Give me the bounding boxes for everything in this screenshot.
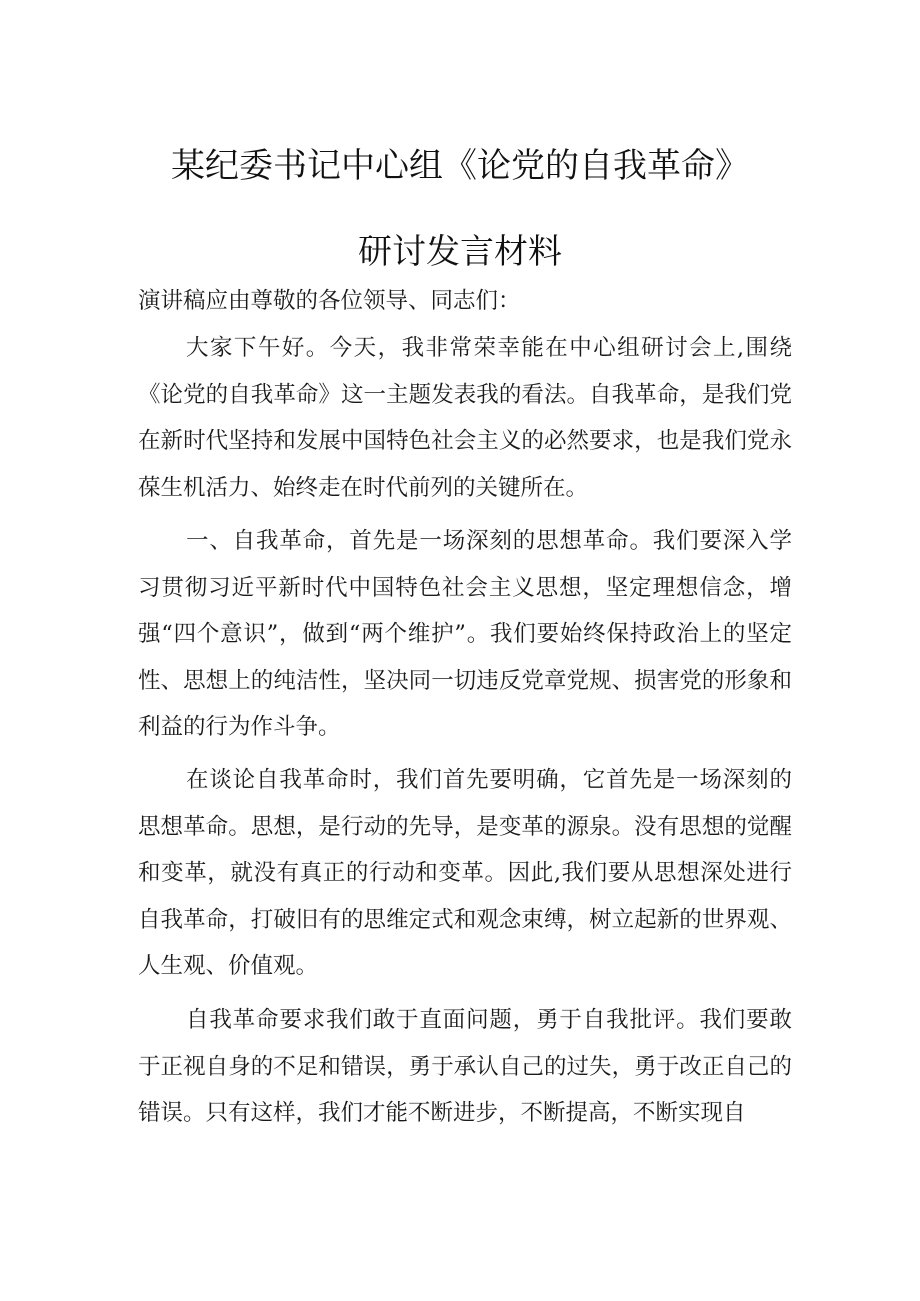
document-title-line-1: 某纪委书记中心组《论党的自我革命》 bbox=[171, 146, 749, 186]
paragraph-self-criticism: 自我革命要求我们敢于直面问题，勇于自我批评。我们要敢于正视自身的不足和错误，勇于承认自己的过失，勇于改正自己的错误。只有这样，我们才能不断进步，不断提高，不断实现自 bbox=[138, 1007, 792, 1126]
salutation: 演讲稿应由尊敬的各位领导、同志们： bbox=[138, 288, 521, 314]
document-title-line-2: 研讨发言材料 bbox=[358, 232, 562, 272]
paragraph-section-one: 一、自我革命，首先是一场深刻的思想革命。我们要深入学习贯彻习近平新时代中国特色社会主义思想，坚定理想信念，增强“四个意识”，做到“两个维护”。我们要始终保持政治上的坚定性、思想上的纯洁性，坚决同一切违反党章党规、损害党的形象和利益的行为作斗争。 bbox=[138, 528, 792, 740]
paragraph-thought-revolution: 在谈论自我革命时，我们首先要明确，它首先是一场深刻的思想革命。思想，是行动的先导，是变革的源泉。没有思想的觉醒和变革，就没有真正的行动和变革。因此,我们要从思想深处进行自我革命，打破旧有的思维定式和观念束缚，树立起新的世界观、人生观、价值观。 bbox=[138, 767, 792, 979]
paragraph-opening: 大家下午好。今天，我非常荣幸能在中心组研讨会上,围绕《论党的自我革命》这一主题发表我的看法。自我革命，是我们党在新时代坚持和发展中国特色社会主义的必然要求，也是我们党永葆生机活力、始终走在时代前列的关键所在。 bbox=[138, 335, 792, 501]
